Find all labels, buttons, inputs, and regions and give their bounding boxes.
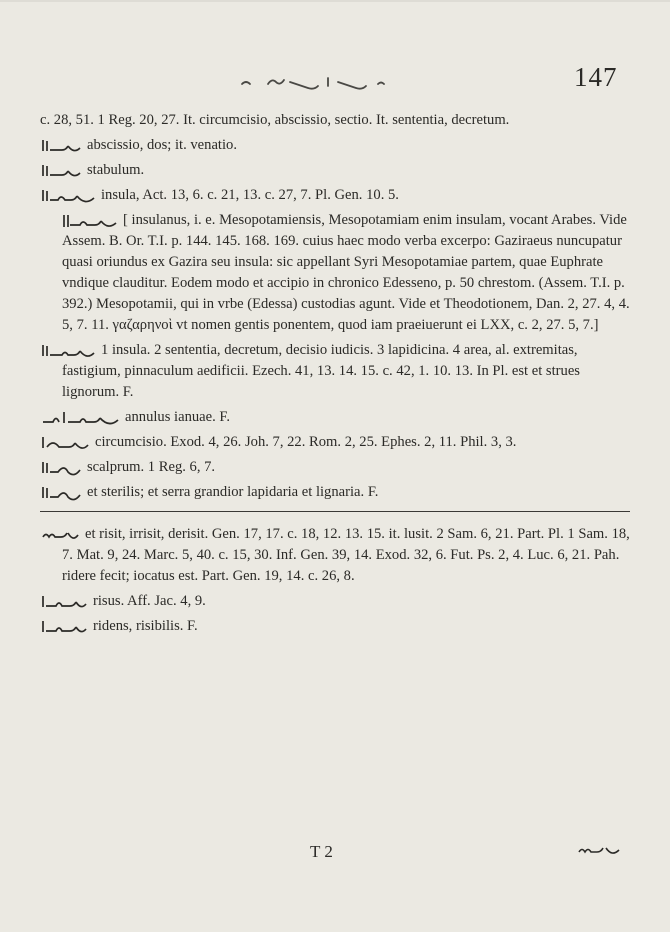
syriac-headword-icon (40, 527, 80, 543)
syriac-headword-icon (40, 343, 96, 359)
syriac-headword-icon (40, 410, 120, 426)
section-divider (40, 511, 630, 512)
header-ornament-icon (228, 70, 418, 92)
page-shadow-top (0, 0, 670, 2)
syriac-headword-icon (40, 435, 90, 451)
entry-text: ridens, risibilis. F. (93, 618, 198, 634)
syriac-headword-icon (40, 594, 88, 610)
entry-text: circumcisio. Exod. 4, 26. Joh. 7, 22. Rom. 2, 25. Ephes. 2, 11. Phil. 3, 3. (95, 434, 517, 450)
entry-text: [ insulanus, i. e. Mesopotamiensis, Mesopotamiam enim insulam, vocant Arabes. Vide Assem. B. Or. T.I. p. 144. 145. 168. 169. cuius haec modo verba excerpo: Gaziraeus nuncupatur quasi oriundus ex Gazira seu insula: sic appellant Syri Mesopotamiae partem, quae Euphrate vndique clauditur. Eodem modo et accipio in chronico Edesseno, p. 50 chrestom. (Assem. T.I. p. 392.) Mesopotamii, qui in vrbe (Edessa) custodias agunt. Vide et Theodotionem, Dan. 2, 27. 4, 4. 5, 7. 11. γαζαρηνοὶ vt nomen gentis ponentem, quod iam praeiuerunt ei LXX, c. 2, 27. 5, 7.] (62, 212, 630, 333)
entry-text: stabulum. (87, 162, 145, 178)
entry-text: c. 28, 51. 1 Reg. 20, 27. It. circumcisio, abscissio, sectio. It. sententia, decretum. (40, 112, 510, 128)
dictionary-entry (40, 407, 630, 428)
catchword-icon (576, 842, 622, 858)
dictionary-entry (40, 482, 630, 503)
entry-text: et risit, irrisit, derisit. Gen. 17, 17. c. 18, 12. 13. 15. it. lusit. 2 Sam. 6, 21. Part. Pl. 1 Sam. 18, 7. Mat. 9, 24. Marc. 5, 40. c. 15, 30. Inf. Gen. 39, 14. Exod. 32, 6. Fut. Ps. 2, 4. Luc. 6, 21. Pah. ridere fecit; iocatus est. Part. Gen. 19, 14. c. 26, 8. (62, 526, 630, 584)
dictionary-entry (40, 185, 630, 206)
dictionary-entry (40, 591, 630, 612)
syriac-headword-icon (40, 619, 88, 635)
entry-text: scalprum. 1 Reg. 6, 7. (87, 459, 216, 475)
syriac-headword-icon (40, 163, 82, 179)
entry-text: annulus ianuae. F. (125, 409, 231, 425)
syriac-headword-icon (40, 138, 82, 154)
dictionary-entry (40, 616, 630, 637)
entry-text: abscissio, dos; it. venatio. (87, 137, 237, 153)
dictionary-entry (40, 210, 630, 336)
dictionary-entry (40, 432, 630, 453)
dictionary-entry (40, 524, 630, 587)
entry-text: risus. Aff. Jac. 4, 9. (93, 593, 206, 609)
entry-list (40, 110, 630, 641)
entry-text: 1 insula. 2 sententia, decretum, decisio iudicis. 3 lapidicina. 4 area, al. extremitas, fastigium, pinnaculum aedificii. Ezech. 41, 13. 14. 15. c. 42, 1. 10. 13. In Pl. est et strues lignorum. F. (62, 342, 580, 400)
dictionary-entry (40, 340, 630, 403)
page-number: 147 (574, 62, 618, 92)
signature-mark: T 2 (310, 842, 333, 861)
syriac-headword-icon (40, 188, 96, 204)
dictionary-entry (40, 457, 630, 478)
entry-text: et sterilis; et serra grandior lapidaria et lignaria. F. (87, 484, 379, 500)
dictionary-entry (40, 110, 630, 131)
dictionary-entry (40, 160, 630, 181)
entry-text: insula, Act. 13, 6. c. 21, 13. c. 27, 7. Pl. Gen. 10. 5. (101, 187, 399, 203)
syriac-headword-icon (62, 213, 118, 229)
dictionary-entry (40, 135, 630, 156)
syriac-headword-icon (40, 460, 82, 476)
syriac-headword-icon (40, 485, 82, 501)
